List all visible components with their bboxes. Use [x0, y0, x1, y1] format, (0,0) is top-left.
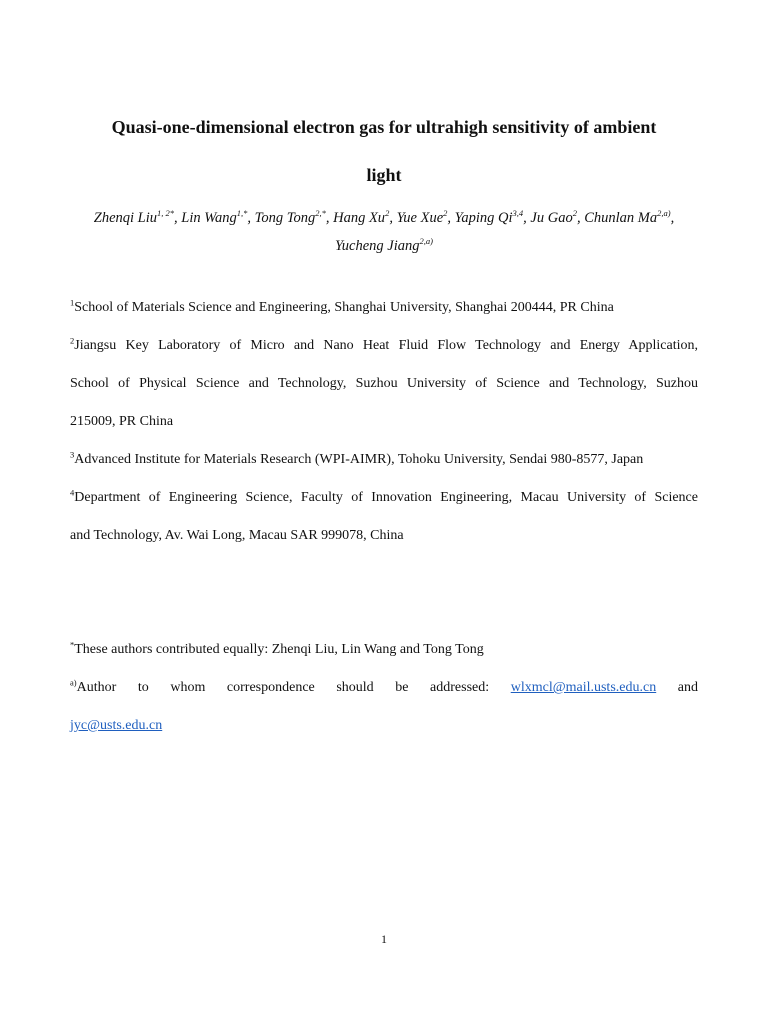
- correspondence-note: [70, 669, 698, 707]
- author-notes: [70, 631, 698, 745]
- equal-contribution-note: *These authors contributed equally: Zhenqi Liu, Lin Wang and Tong Tong: [70, 639, 484, 657]
- paper-title: [70, 103, 698, 199]
- author: Yaping Qi$^{3,4}$,: [454, 208, 531, 226]
- author: Yue Xue$^2$,: [396, 208, 455, 226]
- affiliation-4-line-1: $^4$Department of Engineering Science, Faculty of Innovation Engineering, Macau University of Science: [70, 487, 698, 505]
- email-link-2[interactable]: jyc@usts.edu.cn: [70, 718, 163, 733]
- author: Tong Tong$^{2,*}$,: [254, 208, 334, 226]
- correspondence-note-line-2: [70, 707, 698, 745]
- correspondence-word: correspondence: [226, 680, 315, 695]
- affiliation-2-line-1: $^2$Jiangsu Key Laboratory of Micro and Nano Heat Fluid Flow Technology and Energy Application,: [70, 335, 698, 353]
- email-link-1[interactable]: wlxmcl@mail.usts.edu.cn: [510, 680, 657, 695]
- author: Zhenqi Liu$^{1, 2*}$,: [93, 208, 182, 226]
- affiliation-1: $^1$School of Materials Science and Engineering, Shanghai University, Shanghai 200444, PR China: [70, 297, 614, 315]
- author: Yucheng Jiang$^{2,a)}$: [335, 236, 433, 254]
- title-line-2: light: [366, 165, 402, 185]
- affiliation-2-line-2: School of Physical Science and Technology, Suzhou University of Science and Technology, Suzhou: [70, 376, 698, 391]
- affiliation-2-line-3: 215009, PR China: [70, 414, 174, 429]
- author: Ju Gao$^2$,: [530, 208, 585, 226]
- affiliation-4-line-2: and Technology, Av. Wai Long, Macau SAR 999078, China: [70, 528, 404, 543]
- correspondence-word: addressed:: [430, 680, 490, 695]
- author: Chunlan Ma$^{2,a)}$,: [584, 208, 675, 226]
- title-line-1: Quasi-one-dimensional electron gas for ultrahigh sensitivity of ambient: [111, 117, 657, 137]
- page-number: 1: [381, 932, 387, 946]
- correspondence-word: be: [395, 680, 409, 695]
- correspondence-word: to: [137, 680, 149, 695]
- correspondence-word: should: [336, 680, 374, 695]
- affiliations: [70, 289, 698, 555]
- correspondence-word: whom: [170, 680, 206, 695]
- correspondence-word: and: [677, 680, 698, 695]
- author: Hang Xu$^2$,: [333, 208, 397, 226]
- correspondence-word: $^{a)}$Author: [70, 677, 117, 695]
- author-list: [70, 204, 698, 260]
- affiliation-3: $^3$Advanced Institute for Materials Research (WPI-AIMR), Tohoku University, Sendai 980-8577, Japan: [70, 449, 644, 467]
- author: Lin Wang$^{1,*}$,: [181, 208, 255, 226]
